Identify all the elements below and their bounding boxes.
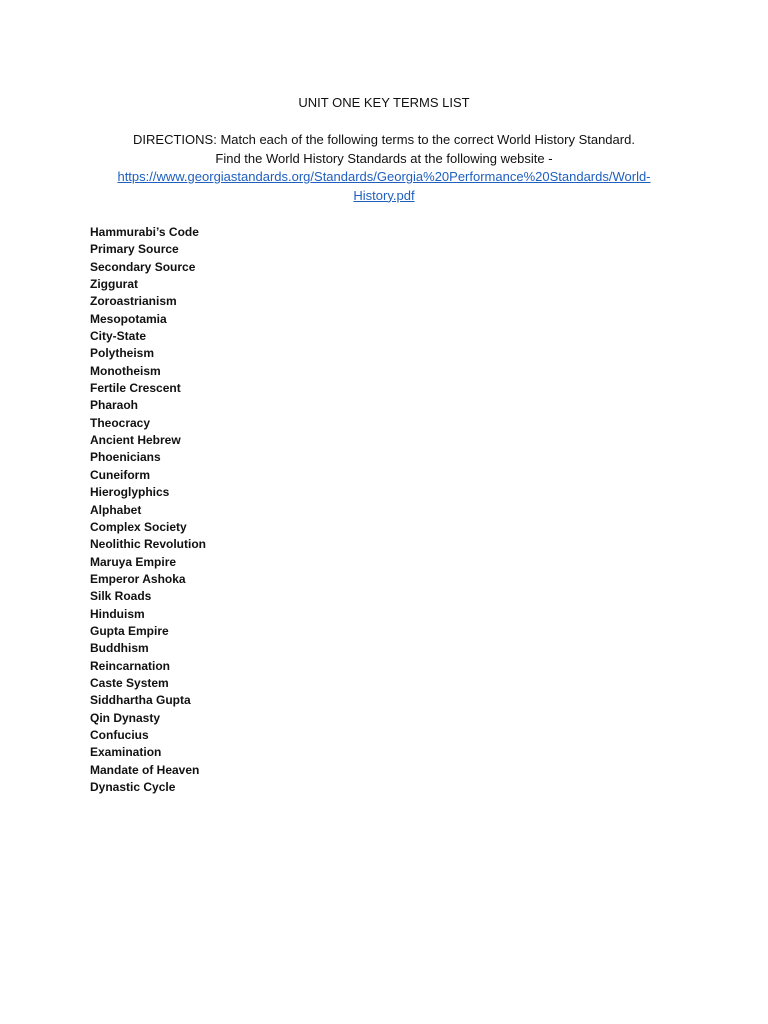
- term-item: Reincarnation: [90, 658, 171, 673]
- term-item: Zoroastrianism: [90, 294, 177, 309]
- term-item: City-State: [90, 329, 147, 344]
- term-item: Caste System: [90, 675, 169, 690]
- term-item: Ziggurat: [90, 277, 138, 292]
- directions-text: DIRECTIONS: Match each of the following terms to the correct World History Standard.: [133, 132, 635, 147]
- term-item: Hinduism: [90, 606, 145, 621]
- term-item: Hieroglyphics: [90, 485, 170, 500]
- term-item: Monotheism: [90, 363, 161, 378]
- term-item: Theocracy: [90, 415, 151, 430]
- key-terms-list: [90, 224, 206, 796]
- term-item: Polytheism: [90, 346, 155, 361]
- standards-link-line-1: https://www.georgiastandards.org/Standards/Georgia%20Performance%20Standards/World-: [117, 169, 651, 184]
- website-instruction: Find the World History Standards at the following website -: [215, 150, 553, 166]
- term-item: Confucius: [90, 727, 149, 742]
- term-item: Gupta Empire: [90, 623, 169, 638]
- term-item: Mandate of Heaven: [90, 762, 200, 777]
- term-item: Complex Society: [90, 519, 187, 534]
- term-item: Cuneiform: [90, 467, 150, 482]
- term-item: Dynastic Cycle: [90, 780, 176, 794]
- term-item: Hammurabi’s Code: [90, 225, 199, 239]
- term-item: Examination: [90, 745, 162, 760]
- term-item: Siddhartha Gupta: [90, 693, 191, 708]
- term-item: Fertile Crescent: [90, 381, 181, 396]
- page-title: UNIT ONE KEY TERMS LIST: [298, 95, 470, 110]
- term-item: Qin Dynasty: [90, 710, 161, 725]
- term-item: Neolithic Revolution: [90, 537, 207, 552]
- directions-block: [40, 131, 728, 205]
- term-item: Pharaoh: [90, 398, 139, 413]
- term-item: Secondary Source: [90, 259, 196, 274]
- standards-link-line-2: History.pdf: [353, 187, 415, 203]
- standards-link[interactable]: [40, 168, 728, 205]
- term-item: Emperor Ashoka: [90, 571, 186, 586]
- term-item: Primary Source: [90, 242, 179, 257]
- term-item: Buddhism: [90, 641, 149, 656]
- term-item: Alphabet: [90, 502, 142, 517]
- term-item: Maruya Empire: [90, 554, 177, 569]
- term-item: Mesopotamia: [90, 311, 167, 326]
- term-item: Silk Roads: [90, 589, 152, 604]
- term-item: Phoenicians: [90, 450, 161, 465]
- term-item: Ancient Hebrew: [90, 433, 181, 448]
